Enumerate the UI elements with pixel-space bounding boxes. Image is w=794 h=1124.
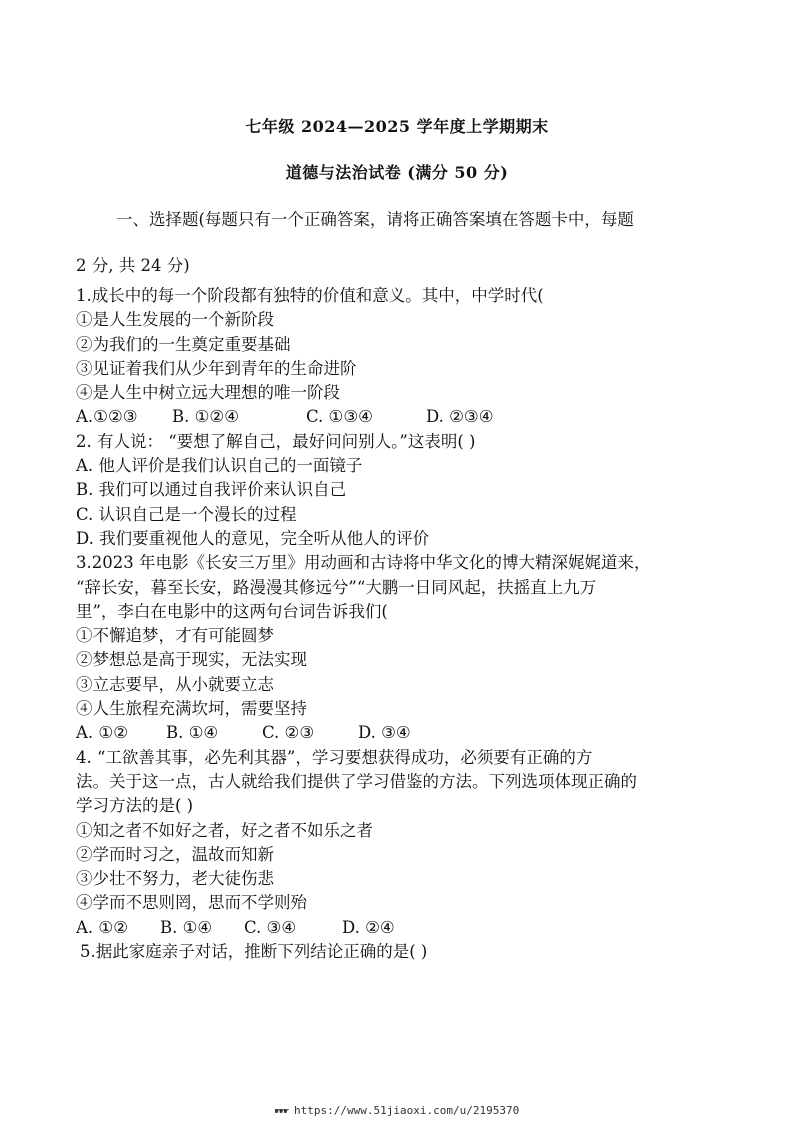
option-b[interactable]: B. 我们可以通过自我评价来认识自己 <box>76 480 347 500</box>
option-d[interactable]: D. ②④ <box>342 917 395 937</box>
question-4 <box>76 746 726 940</box>
question-stem: “辞长安，暮至长安，路漫漫其修远兮”“大鹏一日同风起，扶摇直上九万 <box>76 577 597 597</box>
question-5 <box>76 940 726 964</box>
question-3 <box>76 551 726 745</box>
option-b[interactable]: B. ①④ <box>160 917 213 937</box>
question-stem: 4. “工欲善其事，必先利其器”，学习要想获得成功，必须要有正确的方 <box>76 747 593 767</box>
question-stem: 3.2023 年电影《长安三万里》用动画和古诗将中华文化的博大精深娓娓道来， <box>76 553 651 573</box>
statement-item: ②梦想总是高于现实，无法实现 <box>76 650 307 670</box>
statement-item: ④学而不思则罔，思而不学则殆 <box>76 893 307 913</box>
statement-item: ①是人生发展的一个新阶段 <box>76 310 274 330</box>
option-c[interactable]: C. ②③ <box>262 723 315 743</box>
question-stem: 法。关于这一点，古人就给我们提供了学习借鉴的方法。下列选项体现正确的 <box>76 771 637 791</box>
option-d[interactable]: D. ②③④ <box>426 407 494 427</box>
question-list <box>76 284 726 964</box>
answer-options <box>76 721 726 745</box>
statement-item: ①不懈追梦，才有可能圆梦 <box>76 626 274 646</box>
statement-item: ②为我们的一生奠定重要基础 <box>76 334 291 354</box>
page-footer <box>0 1104 794 1117</box>
footer-url-link[interactable]: https://www.51jiaoxi.com/u/2195370 <box>294 1104 520 1117</box>
question-stem: 里”，李白在电影中的这两句台词告诉我们( <box>76 601 388 621</box>
question-stem: 5.据此家庭亲子对话，推断下列结论正确的是( ) <box>80 942 428 962</box>
option-a[interactable]: A. ①② <box>76 917 128 937</box>
answer-options <box>76 916 726 940</box>
question-stem: 2. 有人说： “要想了解自己，最好问问别人。”这表明( ) <box>76 431 476 451</box>
question-stem: 学习方法的是( ) <box>76 796 194 816</box>
statement-item: ④是人生中树立远大理想的唯一阶段 <box>76 383 340 403</box>
pointing-hand-icon: ☛☛☛ <box>274 1107 289 1117</box>
section-heading-cont: 2 分, 共 24 分) <box>76 256 190 275</box>
exam-title: 七年级 2024—2025 学年度上学期期末 <box>245 117 549 136</box>
option-c[interactable]: C. ③④ <box>244 917 297 937</box>
option-c[interactable]: C. 认识自己是一个漫长的过程 <box>76 504 297 524</box>
answer-options <box>76 405 726 429</box>
option-a[interactable]: A. 他人评价是我们认识自己的一面镜子 <box>76 456 363 476</box>
question-2 <box>76 430 726 551</box>
statement-item: ②学而时习之，温故而知新 <box>76 844 274 864</box>
option-b[interactable]: B. ①④ <box>166 723 219 743</box>
statement-item: ③立志要早，从小就要立志 <box>76 674 274 694</box>
option-d[interactable]: D. 我们要重视他人的意见，完全听从他人的评价 <box>76 528 430 548</box>
option-a[interactable]: A.①②③ <box>76 407 138 427</box>
statement-item: ③见证着我们从少年到青年的生命进阶 <box>76 358 357 378</box>
exam-subtitle: 道德与法治试卷 (满分 50 分) <box>285 163 509 182</box>
option-d[interactable]: D. ③④ <box>358 723 411 743</box>
option-b[interactable]: B. ①②④ <box>172 407 239 427</box>
question-1 <box>76 284 726 430</box>
statement-item: ①知之者不如好之者，好之者不如乐之者 <box>76 820 373 840</box>
statement-item: ③少壮不努力，老大徒伤悲 <box>76 869 274 889</box>
option-a[interactable]: A. ①② <box>76 723 128 743</box>
question-stem: 1.成长中的每一个阶段都有独特的价值和意义。其中，中学时代( <box>76 286 544 305</box>
section-heading: 一、选择题(每题只有一个正确答案，请将正确答案填在答题卡中，每题 <box>116 210 634 229</box>
statement-item: ④人生旅程充满坎坷，需要坚持 <box>76 699 307 719</box>
option-c[interactable]: C. ①③④ <box>306 407 373 427</box>
